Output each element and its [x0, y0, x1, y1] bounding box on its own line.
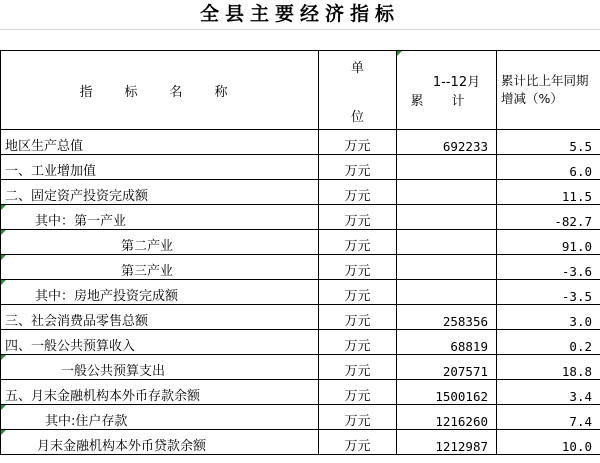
row-name-cell[interactable]: 一、工业增加值 [1, 155, 319, 180]
table-row [1, 180, 600, 205]
row-pct-cell[interactable]: -82.7 [497, 205, 600, 230]
row-name-cell[interactable]: 其中：房地产投资完成额 [1, 280, 319, 305]
row-cumulative-cell[interactable]: 1212987 [397, 430, 497, 455]
row-cumulative-cell[interactable] [397, 155, 497, 180]
row-unit-cell[interactable]: 万元 [319, 430, 397, 455]
row-name-cell[interactable]: 地区生产总值 [1, 130, 319, 155]
table-row [1, 330, 600, 355]
row-unit-cell[interactable]: 万元 [319, 280, 397, 305]
table-row [1, 155, 600, 180]
row-pct-cell[interactable]: 91.0 [497, 230, 600, 255]
row-name-cell[interactable]: 三、社会消费品零售总额 [1, 305, 319, 330]
header-cumulative[interactable] [397, 51, 497, 130]
row-cumulative-cell[interactable] [397, 230, 497, 255]
header-unit[interactable] [319, 51, 397, 130]
row-unit-cell[interactable]: 万元 [319, 330, 397, 355]
indicator-table [0, 50, 600, 455]
row-pct-cell[interactable]: 7.4 [497, 405, 600, 430]
row-name-cell[interactable]: 五、月末金融机构本外币存款余额 [1, 380, 319, 405]
row-cumulative-cell[interactable]: 1216260 [397, 405, 497, 430]
row-pct-cell[interactable]: 11.5 [497, 180, 600, 205]
table-row [1, 305, 600, 330]
header-cumulative-label: 累计 [410, 94, 493, 109]
row-name-cell[interactable]: 四、一般公共预算收入 [1, 330, 319, 355]
row-unit-cell[interactable]: 万元 [319, 305, 397, 330]
table-row [1, 355, 600, 380]
row-cumulative-cell[interactable]: 1500162 [397, 380, 497, 405]
row-unit-cell[interactable]: 万元 [319, 130, 397, 155]
row-name-cell[interactable]: 月末金融机构本外币贷款余额 [1, 430, 319, 455]
row-name-cell[interactable]: 第二产业 [1, 230, 319, 255]
row-unit-cell[interactable]: 万元 [319, 230, 397, 255]
table-row [1, 380, 600, 405]
row-name-cell[interactable]: 一般公共预算支出 [1, 355, 319, 380]
row-cumulative-cell[interactable] [397, 255, 497, 280]
row-pct-cell[interactable]: 3.0 [497, 305, 600, 330]
row-pct-cell[interactable]: -3.6 [497, 255, 600, 280]
row-name-cell[interactable]: 二、固定资产投资完成额 [1, 180, 319, 205]
header-indicator-name[interactable]: 指标名称 [1, 51, 319, 130]
row-cumulative-cell[interactable] [397, 180, 497, 205]
table-row [1, 280, 600, 305]
row-unit-cell[interactable]: 万元 [319, 380, 397, 405]
row-unit-cell[interactable]: 万元 [319, 180, 397, 205]
row-pct-cell[interactable]: 6.0 [497, 155, 600, 180]
row-unit-cell[interactable]: 万元 [319, 205, 397, 230]
table-row [1, 130, 600, 155]
header-yoy-change[interactable]: 累计比上年同期增减（%） [497, 51, 600, 130]
row-cumulative-cell[interactable]: 207571 [397, 355, 497, 380]
row-pct-cell[interactable]: 5.5 [497, 130, 600, 155]
row-cumulative-cell[interactable]: 68819 [397, 330, 497, 355]
row-cumulative-cell[interactable] [397, 280, 497, 305]
header-unit-bottom: 位 [350, 110, 364, 125]
row-cumulative-cell[interactable]: 692233 [397, 130, 497, 155]
blank-row [0, 29, 600, 51]
row-unit-cell[interactable]: 万元 [319, 255, 397, 280]
table-row [1, 205, 600, 230]
row-cumulative-cell[interactable] [397, 205, 497, 230]
row-pct-cell[interactable]: 18.8 [497, 355, 600, 380]
sheet-title: 全县主要经济指标 [199, 3, 400, 25]
row-pct-cell[interactable]: 0.2 [497, 330, 600, 355]
row-cumulative-cell[interactable]: 258356 [397, 305, 497, 330]
table-row [1, 430, 600, 455]
row-unit-cell[interactable]: 万元 [319, 405, 397, 430]
row-pct-cell[interactable]: 10.0 [497, 430, 600, 455]
table-row [1, 230, 600, 255]
table-row [1, 255, 600, 280]
row-pct-cell[interactable]: 3.4 [497, 380, 600, 405]
header-unit-top: 单 [350, 61, 364, 76]
row-unit-cell[interactable]: 万元 [319, 155, 397, 180]
row-name-cell[interactable]: 第三产业 [1, 255, 319, 280]
row-unit-cell[interactable]: 万元 [319, 355, 397, 380]
row-name-cell[interactable]: 其中：第一产业 [1, 205, 319, 230]
header-cumulative-period: 1--12月 [432, 75, 481, 90]
row-name-cell[interactable]: 其中:住户存款 [1, 405, 319, 430]
table-row [1, 405, 600, 430]
row-pct-cell[interactable]: -3.5 [497, 280, 600, 305]
